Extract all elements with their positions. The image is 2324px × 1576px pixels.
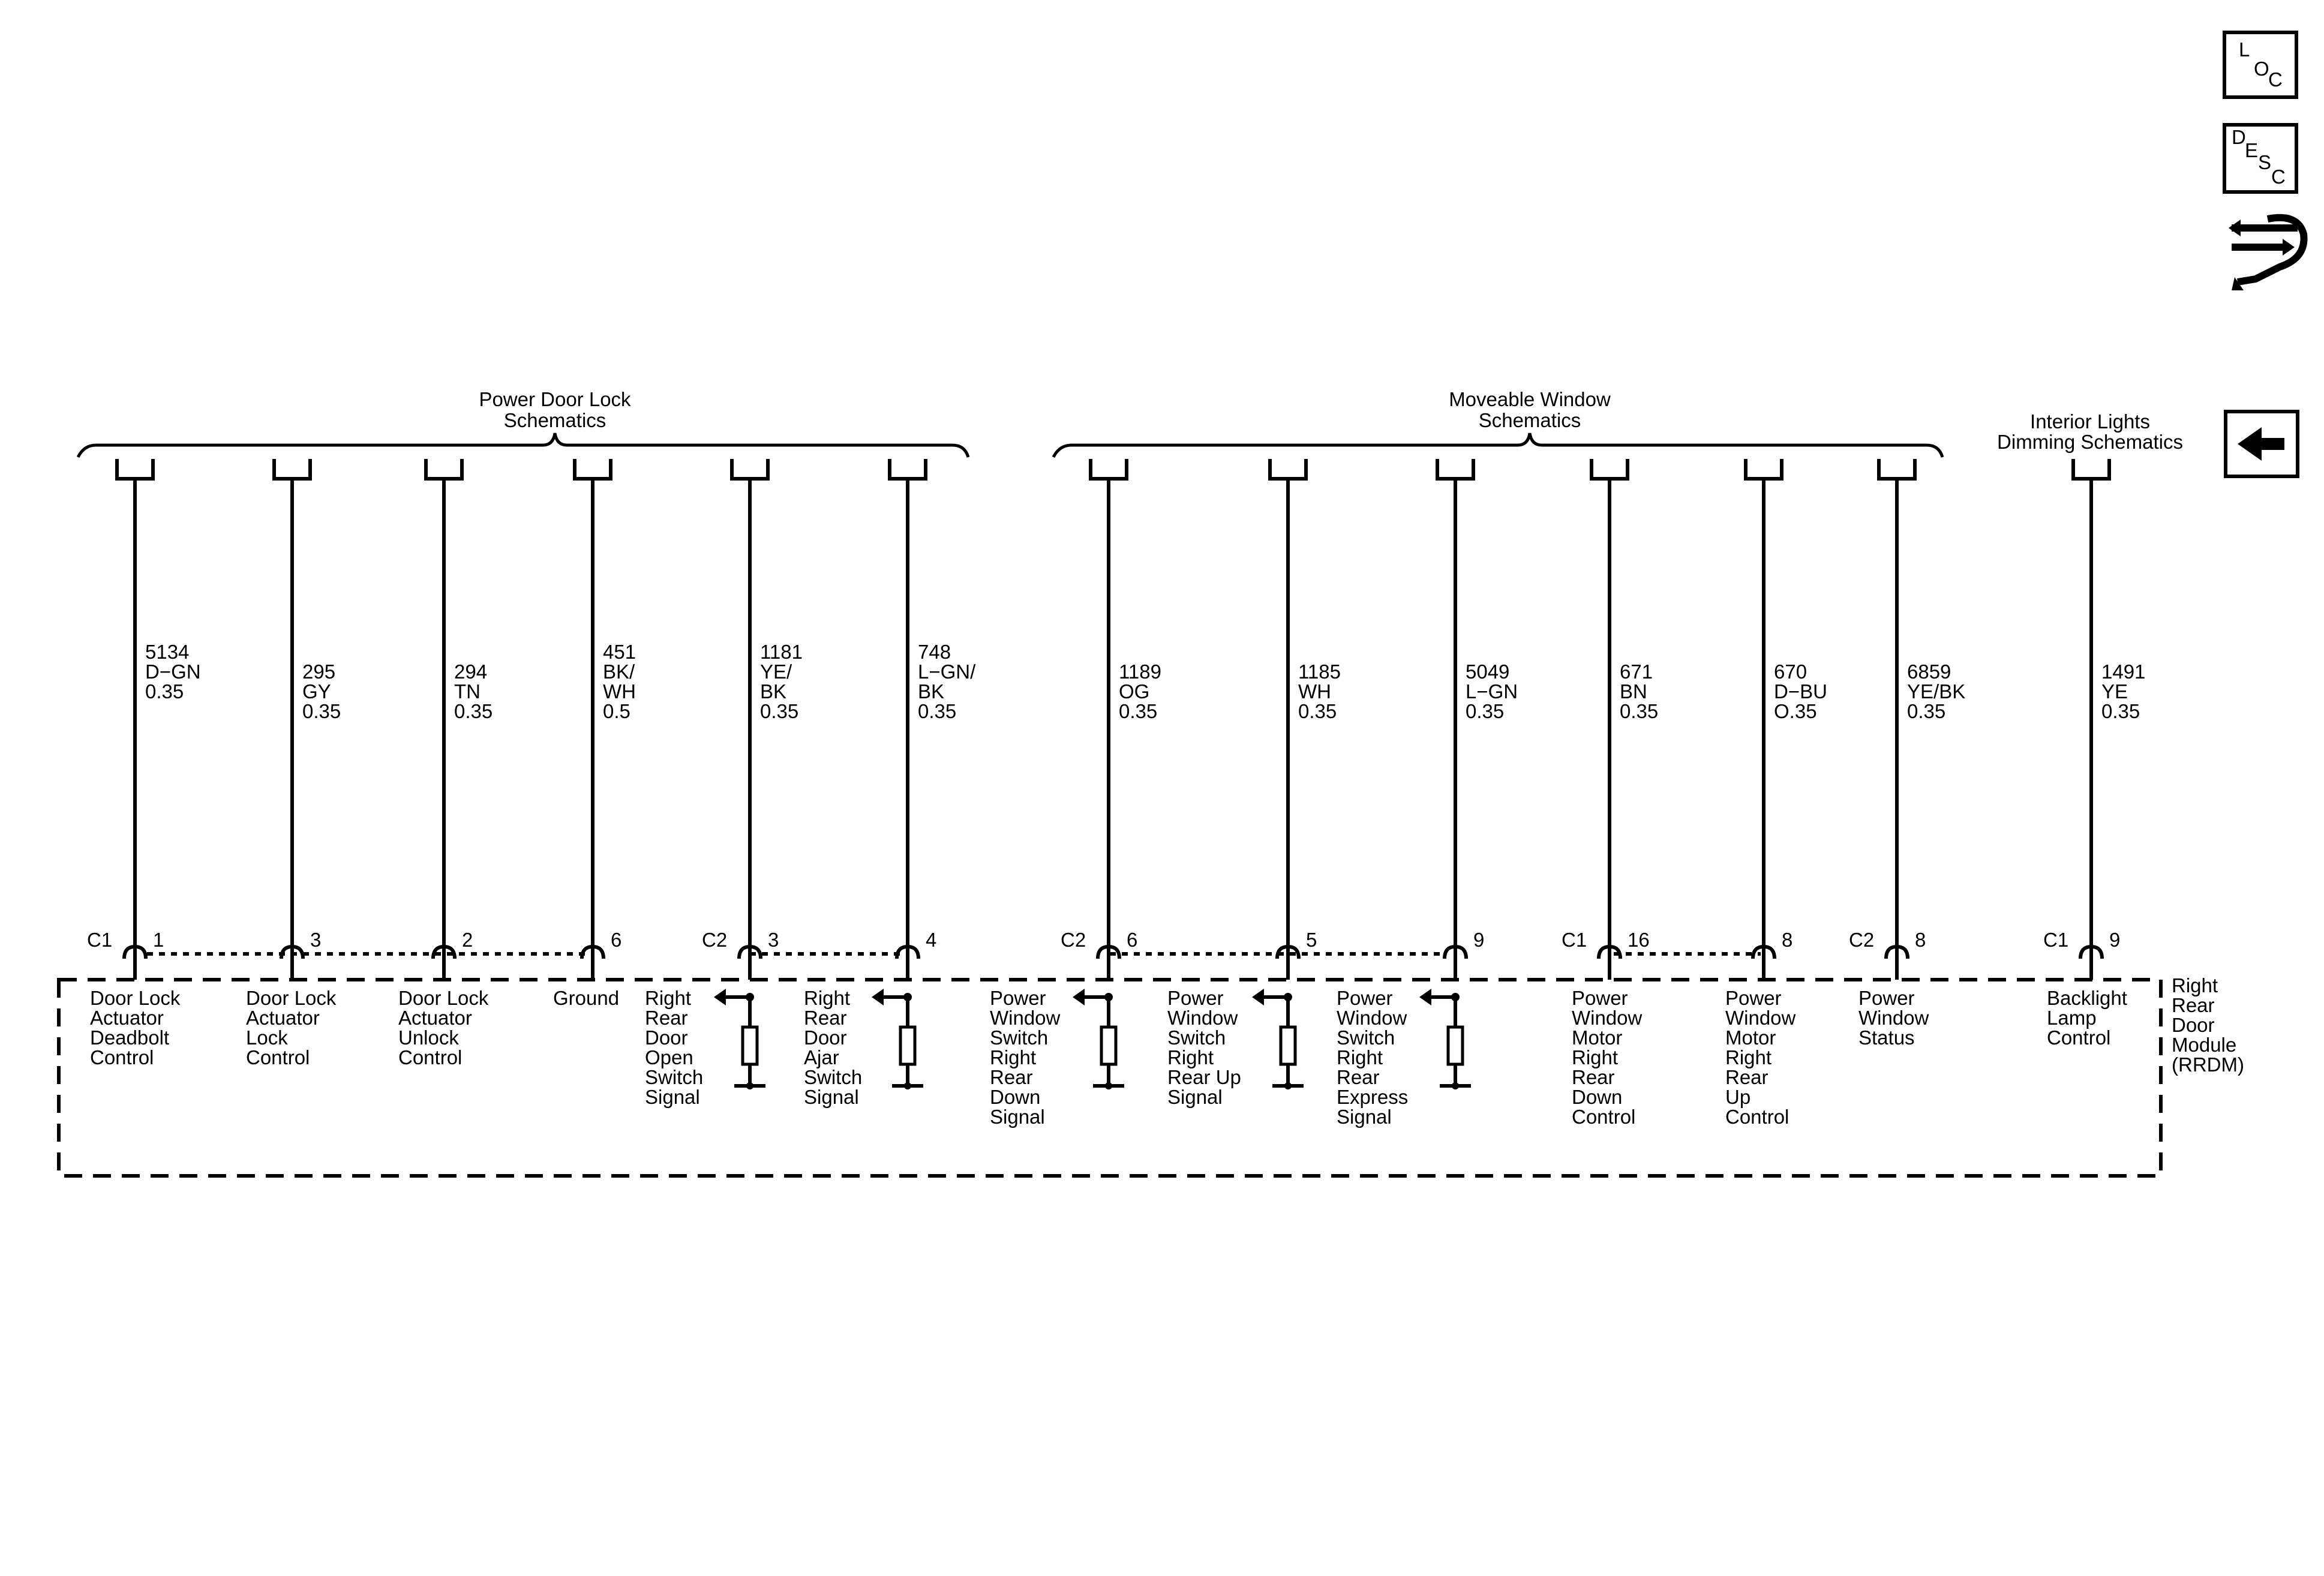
wire-terminal [1270,459,1306,479]
power-door-lock-header[interactable] [78,388,968,457]
circuit-text: 670 [1774,661,1807,683]
back-arrow-button[interactable] [2226,412,2298,476]
signal-label: Control [1725,1106,1789,1128]
signal-label: Door Lock [398,987,489,1009]
signal-label: Power [1572,987,1628,1009]
signal-label: Switch [1167,1026,1226,1049]
loc-letter-o: O [2254,58,2269,80]
signal-label: Window [1167,1007,1238,1029]
circuit-text: BK [760,680,787,703]
circuit-text: 0.35 [1907,700,1946,722]
circuit-text: 0.35 [145,680,184,703]
circuit-text: WH [1298,680,1331,703]
pin-number: 8 [1782,929,1793,951]
circuit-text: 0.35 [454,700,493,722]
signal-label: Ajar [804,1046,839,1068]
signal-label: Lamp [2047,1007,2097,1029]
connector-label: C2 [1061,929,1086,951]
circuit-text: BN [1620,680,1647,703]
circuit-text: 0.35 [2101,700,2140,722]
signal-label: Right [990,1046,1037,1068]
desc-letter-d: D [2232,126,2246,148]
interior-lights-header[interactable] [1997,410,2183,453]
signal-label: Right [1337,1046,1383,1068]
pin-number: 5 [1306,929,1317,951]
circuit-text: O.35 [1774,700,1817,722]
circuit-text: 5049 [1466,661,1510,683]
signal-label: Right [1572,1046,1619,1068]
signal-label: Actuator [246,1007,320,1029]
signal-label: Window [1858,1007,1929,1029]
pin-number: 6 [1127,929,1138,951]
signal-label: Switch [804,1066,863,1088]
moveable-window-brace [1053,433,1942,457]
signal-label: Express [1337,1086,1409,1108]
circuit-text: D−BU [1774,680,1827,703]
pin-number: 16 [1628,929,1650,951]
connector-label: C1 [1562,929,1587,951]
switch-arrow-icon [714,989,726,1005]
signal-label: Right [804,987,851,1009]
signal-label: Window [1725,1007,1796,1029]
signal-label: Lock [246,1026,288,1049]
signal-label: Control [90,1046,154,1068]
signal-label: Power [1167,987,1224,1009]
interior-lights-subtitle: Dimming Schematics [1997,431,2183,453]
signal-label: Backlight [2047,987,2127,1009]
signal-label: Down [1572,1086,1623,1108]
moveable-window-header[interactable] [1053,388,1942,457]
circuit-text: 0.35 [1119,700,1158,722]
junction-dot [1284,1082,1292,1089]
wire-terminal [1879,459,1915,479]
circuit-text: 5134 [145,641,190,663]
circuit-text: YE/BK [1907,680,1966,703]
signal-label: Window [990,1007,1061,1029]
module-label-line-4: Module [2172,1034,2237,1056]
signal-label: Door [645,1026,688,1049]
wire-5134[interactable] [87,459,201,1068]
signal-label: Open [645,1046,693,1068]
signal-label: Rear [1572,1066,1615,1088]
circuit-text: 451 [603,641,636,663]
signal-label: Power [1337,987,1393,1009]
desc-letter-e: E [2245,139,2259,161]
interior-lights-title: Interior Lights [2030,410,2150,433]
wire-terminal [426,459,462,479]
wire-1181[interactable] [645,459,803,1108]
signal-label: Control [1572,1106,1636,1128]
circuit-text: 0.35 [302,700,341,722]
signal-label: Door Lock [246,987,337,1009]
connector-label: C1 [2043,929,2069,951]
wire-terminal [1437,459,1473,479]
wire-terminal [1592,459,1628,479]
module-label-line-3: Door [2172,1014,2215,1036]
circuit-text: 1181 [760,641,803,663]
resistor-icon [900,1027,915,1064]
connector-wrench-icon[interactable] [2229,218,2304,290]
power-door-lock-title: Power Door Lock [479,388,631,410]
signal-label: Motor [1572,1026,1623,1049]
circuit-text: 294 [454,661,488,683]
signal-label: Window [1572,1007,1643,1029]
desc-letter-c: C [2271,166,2286,188]
junction-dot [904,1082,911,1089]
junction-dot [1105,1082,1112,1089]
signal-label: Power [1725,987,1782,1009]
wire-1185[interactable] [1167,459,1341,1108]
signal-label: Rear Up [1167,1066,1241,1088]
circuit-text: BK/ [603,661,635,683]
signal-label: Signal [1337,1106,1392,1128]
desc-button[interactable] [2224,125,2296,192]
signal-label: Rear [1337,1066,1380,1088]
signal-label: Status [1858,1026,1915,1049]
module-label-line-2: Rear [2172,994,2215,1016]
signal-label: Rear [645,1007,688,1029]
circuit-text: TN [454,680,481,703]
resistor-icon [1101,1027,1116,1064]
wire-5049[interactable] [1337,459,1518,1128]
wires-layer [87,459,2145,1128]
pin-number: 8 [1915,929,1926,951]
pin-number: 9 [1473,929,1485,951]
circuit-text: 0.35 [1466,700,1505,722]
circuit-text: WH [603,680,636,703]
pin-number: 6 [611,929,622,951]
pin-number: 3 [310,929,322,951]
junction-dot [1452,1082,1459,1089]
circuit-text: 295 [302,661,336,683]
signal-label: Right [1167,1046,1214,1068]
signal-label: Switch [645,1066,704,1088]
moveable-window-title: Moveable Window [1449,388,1611,410]
circuit-text: YE [2101,680,2128,703]
wire-terminal [732,459,768,479]
signal-label: Window [1337,1007,1407,1029]
junction-dot [746,1082,753,1089]
wire-terminal [2073,459,2109,479]
signal-label: Up [1725,1086,1751,1108]
pin-number: 2 [462,929,473,951]
signal-label: Power [990,987,1046,1009]
circuit-text: L−GN [1466,680,1518,703]
wire-294[interactable] [398,459,493,1068]
wire-670[interactable] [1725,459,1827,1128]
loc-letter-c: C [2268,68,2283,91]
signal-label: Switch [1337,1026,1395,1049]
signal-label: Control [398,1046,463,1068]
resistor-icon [1448,1027,1463,1064]
signal-label: Unlock [398,1026,459,1049]
signal-label: Down [990,1086,1041,1108]
connector-label: C2 [702,929,728,951]
circuit-text: GY [302,680,331,703]
circuit-text: 671 [1620,661,1653,683]
loc-button[interactable] [2224,32,2296,97]
circuit-text: 0.5 [603,700,630,722]
circuit-text: D−GN [145,661,201,683]
signal-label: Signal [990,1106,1045,1128]
wire-671[interactable] [1562,459,1658,1128]
signal-label: Rear [804,1007,847,1029]
circuit-text: 1185 [1298,661,1341,683]
wire-terminal [1746,459,1782,479]
desc-letter-s: S [2258,151,2272,173]
wire-748[interactable] [804,459,976,1108]
circuit-text: 6859 [1907,661,1951,683]
wire-terminal [1091,459,1127,479]
signal-label: Switch [990,1026,1049,1049]
circuit-text: 1189 [1119,661,1161,683]
switch-arrow-icon [1252,989,1264,1005]
power-door-lock-brace [78,433,968,457]
signal-label: Deadbolt [90,1026,170,1049]
module-label-line-5: (RRDM) [2172,1053,2244,1076]
power-door-lock-subtitle: Schematics [503,409,606,431]
signal-label: Signal [804,1086,859,1108]
circuit-text: OG [1119,680,1150,703]
wire-451[interactable] [553,459,636,1009]
wire-1189[interactable] [990,459,1161,1128]
circuit-text: BK [918,680,945,703]
circuit-text: 0.35 [760,700,799,722]
signal-label: Power [1858,987,1915,1009]
moveable-window-subtitle: Schematics [1478,409,1581,431]
resistor-icon [743,1027,757,1064]
wire-1491[interactable] [2043,459,2145,1049]
signal-label: Door [804,1026,847,1049]
connector-label: C2 [1849,929,1875,951]
signal-label: Control [2047,1026,2111,1049]
signal-label: Rear [1725,1066,1768,1088]
circuit-text: YE/ [760,661,792,683]
pin-number: 4 [926,929,937,951]
circuit-text: 748 [918,641,951,663]
pin-number: 3 [768,929,779,951]
signal-label: Actuator [398,1007,472,1029]
pin-number: 9 [2109,929,2121,951]
connector-label: C1 [87,929,113,951]
signal-label: Right [645,987,692,1009]
wire-6859[interactable] [1849,459,1965,1049]
signal-label: Door Lock [90,987,181,1009]
module-label-line-1: Right [2172,974,2218,996]
signal-label: Motor [1725,1026,1776,1049]
signal-label: Right [1725,1046,1772,1068]
circuit-text: 0.35 [918,700,957,722]
switch-arrow-icon [872,989,884,1005]
signal-label: Ground [553,987,620,1009]
wire-295[interactable] [246,459,341,1068]
wire-terminal [575,459,611,479]
wire-terminal [274,459,310,479]
switch-arrow-icon [1073,989,1085,1005]
module-label [2172,974,2244,1076]
circuit-text: 1491 [2101,661,2146,683]
pin-number: 1 [153,929,164,951]
signal-label: Actuator [90,1007,164,1029]
signal-label: Signal [1167,1086,1223,1108]
signal-label: Rear [990,1066,1033,1088]
wire-terminal [890,459,926,479]
resistor-icon [1281,1027,1295,1064]
circuit-text: 0.35 [1620,700,1659,722]
loc-letter-l: L [2239,38,2250,61]
circuit-text: 0.35 [1298,700,1337,722]
signal-label: Control [246,1046,310,1068]
circuit-text: L−GN/ [918,661,976,683]
signal-label: Signal [645,1086,700,1108]
switch-arrow-icon [1419,989,1431,1005]
wire-terminal [117,459,153,479]
